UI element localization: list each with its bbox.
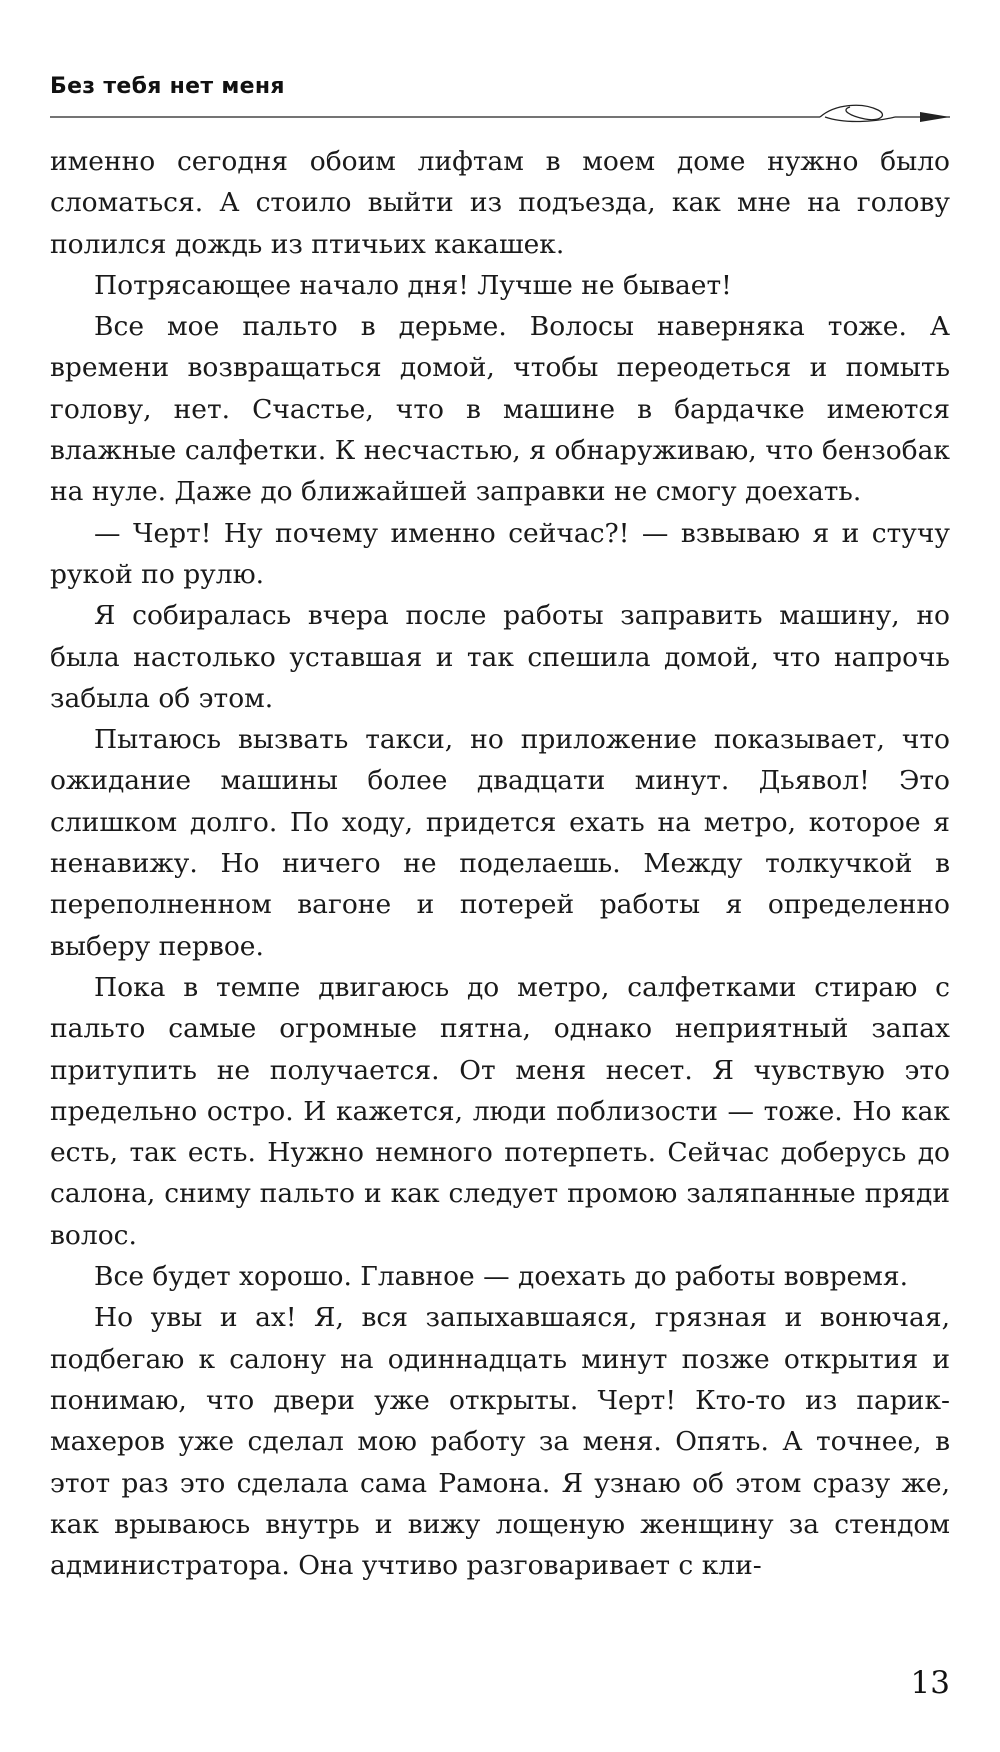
paragraph: Все будет хорошо. Главное — доехать до работы вовремя. <box>94 1261 908 1293</box>
paragraph: Все мое пальто в дерьме. Волосы наверняка тоже. А времени возвращаться домой, чтобы переодеться и помыть голову, нет. Счастье, что в машине в бардачке имеются влажные салфетки. К несчастью, я обнаруживаю, что бензобак на нуле. Даже до ближайшей заправки не смогу доехать. <box>50 311 950 508</box>
dialogue-paragraph: — Черт! Ну почему именно сейчас?! — взвываю я и стучу рукой по рулю. <box>50 517 950 590</box>
paragraph: Но увы и ах! Я, вся запыхавшаяся, грязная и вонючая, подбегаю к салону на одиннадцать минут позже открытия и понимаю, что двери уже открыты. Черт! Кто-то из парикмахеров уже сделал мою работу за меня. Опять. А точнее, в этот раз это сделала сама Рамона. Я узнаю об этом сразу же, как врываюсь внутрь и вижу лощеную женщину за стендом администратора. Она учтиво разговаривает с кли- <box>50 1302 950 1582</box>
page-number: 13 <box>910 1665 950 1701</box>
paragraph: именно сегодня обоим лифтам в моем доме нужно было сломаться. А стоило выйти из подъезда, как мне на голову полился дождь из птичьих какашек. <box>50 146 950 260</box>
paragraph: Пытаюсь вызвать такси, но приложение показывает, что ожидание машины более двадцати минут. Дьявол! Это слишком долго. По ходу, придется ехать на метро, которое я ненавижу. Но ничего не поделаешь. Между толкучкой в переполненном вагоне и потерей работы я определенно выберу первое. <box>50 724 950 962</box>
header-rule-ornament <box>50 100 950 124</box>
paragraph: Я собиралась вчера после работы заправить машину, но была настолько уставшая и так спешила домой, что напрочь забыла об этом. <box>50 600 950 714</box>
running-head-title: Без тебя нет меня <box>50 74 285 99</box>
body-text <box>50 141 950 1586</box>
paragraph: Потрясающее начало дня! Лучше не бывает! <box>94 269 732 301</box>
paragraph: Пока в темпе двигаюсь до метро, салфетками стираю с пальто самые огромные пятна, однако неприятный запах притупить не получается. От меня несет. Я чувствую это предельно остро. И кажется, люди поблизости — тоже. Но как есть, так есть. Нужно немного потерпеть. Сейчас доберусь до салона, сниму пальто и как следует промою заляпанные пряди волос. <box>50 971 950 1251</box>
